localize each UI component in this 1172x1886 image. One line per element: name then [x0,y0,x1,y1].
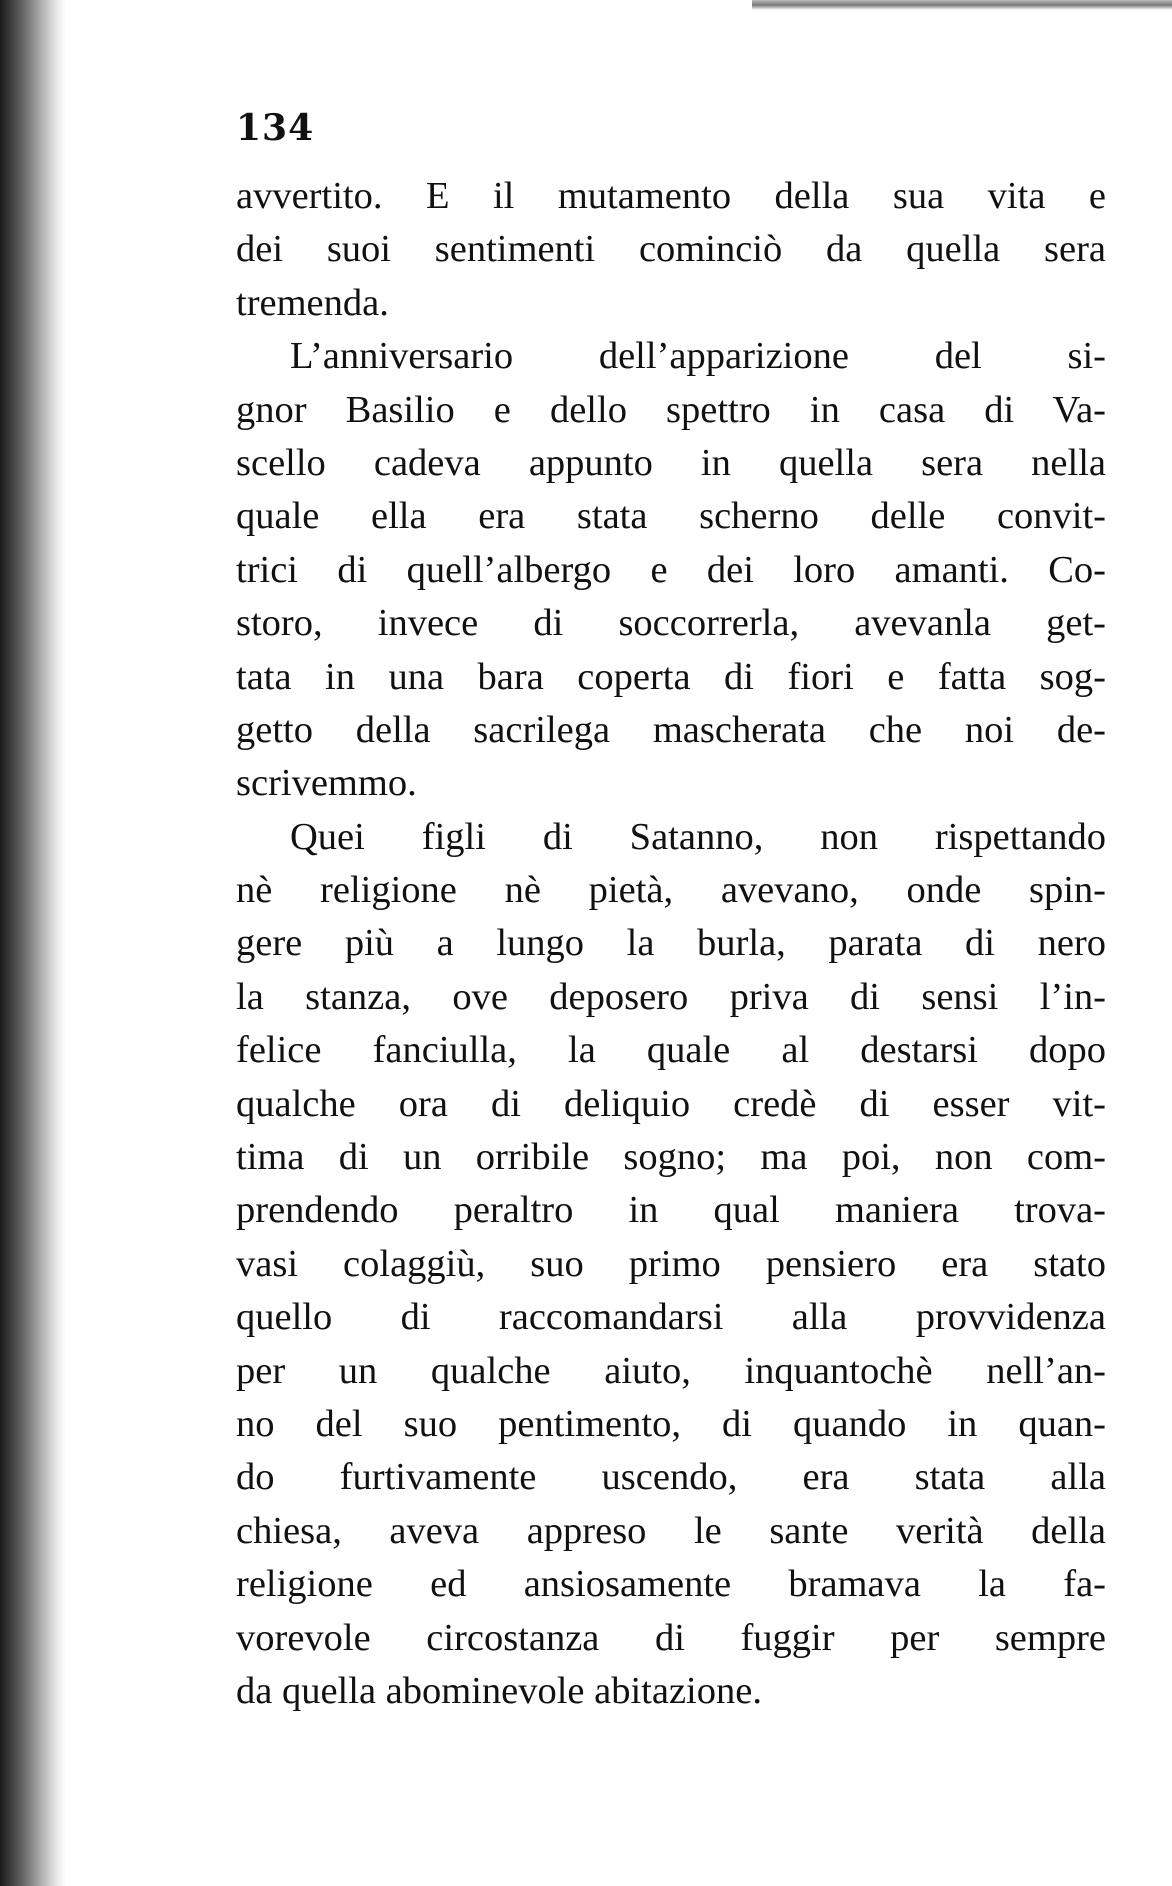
paragraph-2 [236,330,1106,811]
top-edge-mark [752,0,1172,10]
text-line: quello di raccomandarsi alla provvidenza [236,1296,1106,1339]
text-line: trici di quell’albergo e dei loro amanti. Co- [236,548,1106,591]
body-text [236,170,1106,1718]
text-line: nè religione nè pietà, avevano, onde spin- [236,869,1106,912]
text-line: religione ed ansiosamente bramava la fa- [236,1563,1106,1606]
text-line: vasi colaggiù, suo primo pensiero era stato [236,1242,1106,1285]
text-line: qualche ora di deliquio credè di esser vit- [236,1082,1106,1125]
text-line: tata in una bara coperta di fiori e fatta sog- [236,655,1106,698]
text-line: getto della sacrilega mascherata che noi de- [236,708,1106,751]
text-line: felice fanciulla, la quale al destarsi dopo [236,1029,1106,1072]
text-line: per un qualche aiuto, inquantochè nell’an- [236,1349,1106,1392]
text-line: scrivemmo. [236,762,417,805]
paragraph-1 [236,170,1106,330]
page-number: 134 [236,107,315,149]
text-line: prendendo peraltro in qual maniera trova- [236,1189,1106,1232]
text-line: la stanza, ove deposero priva di sensi l’in- [236,975,1106,1018]
text-line: da quella abominevole abitazione. [236,1669,762,1712]
page-binding-edge [0,0,66,1886]
text-line: chiesa, aveva appreso le sante verità della [236,1509,1106,1552]
text-line: vorevole circostanza di fuggir per sempre [236,1616,1106,1659]
text-line: dei suoi sentimenti cominciò da quella sera [236,228,1106,271]
text-line: storo, invece di soccorrerla, avevanla get- [236,602,1106,645]
text-line: gnor Basilio e dello spettro in casa di Va- [236,388,1106,431]
text-line: L’anniversario dell’apparizione del si- [290,335,1106,378]
text-line: scello cadeva appunto in quella sera nella [236,441,1106,484]
text-line: avvertito. E il mutamento della sua vita e [236,175,1106,217]
text-line: gere più a lungo la burla, parata di nero [236,922,1106,965]
text-line: do furtivamente uscendo, era stata alla [236,1456,1106,1499]
text-line: tima di un orribile sogno; ma poi, non com- [236,1136,1106,1179]
text-line: Quei figli di Satanno, non rispettando [290,815,1106,858]
paragraph-3 [236,811,1106,1719]
text-line: quale ella era stata scherno delle convit- [236,495,1106,538]
text-line: tremenda. [236,281,389,324]
text-line: no del suo pentimento, di quando in quan- [236,1402,1106,1445]
